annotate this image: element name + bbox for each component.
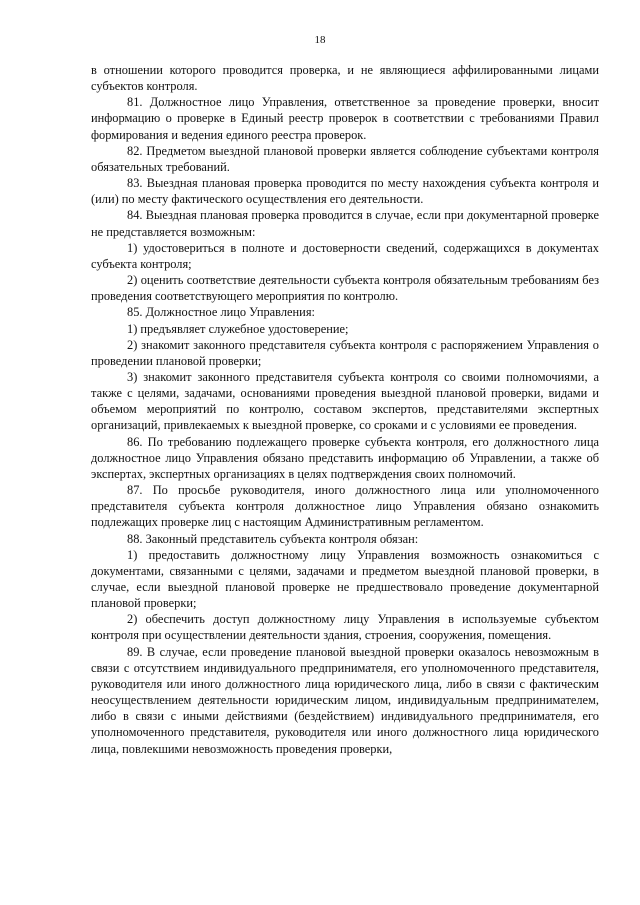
- paragraph-continuation: в отношении которого проводится проверка, и не являющиеся аффилированными лицами субъектов контроля.: [91, 63, 599, 94]
- paragraph-85-item-2: 2) знакомит законного представителя субъекта контроля с распоряжением Управления о проведении плановой проверки;: [91, 337, 599, 368]
- paragraph-84: 84. Выездная плановая проверка проводится в случае, если при документарной проверке не представляется возможным:: [91, 208, 599, 239]
- paragraph-86: 86. По требованию подлежащего проверке субъекта контроля, его должностного лица должностное лицо Управления обязано представить информацию об Управлении, а также об экспертах, экспертных организациях в целях подтверждения своих полномочий.: [91, 434, 599, 481]
- paragraph-84-item-1: 1) удостовериться в полноте и достоверности сведений, содержащихся в документах субъекта контроля;: [91, 240, 599, 271]
- paragraph-84-item-2: 2) оценить соответствие деятельности субъекта контроля обязательным требованиям без проведения соответствующего мероприятия по контролю.: [91, 273, 599, 304]
- paragraph-89: 89. В случае, если проведение плановой выездной проверки оказалось невозможным в связи с отсутствием индивидуального предпринимателя, его уполномоченного представителя, руководителя или иного должностного лица юридического лица, либо в связи с фактическим неосуществлением деятельности юридическим лицом, индивидуальным предпринимателем, либо в связи с иными действиями (бездействием) индивидуального предпринимателя, его уполномоченного представителя, руководителя или иного должностного лица юридического лица, повлекшими невозможность проведения проверки,: [91, 644, 599, 756]
- paragraph-88-item-1: 1) предоставить должностному лицу Управления возможность ознакомиться с документами, связанными с целями, задачами и предметом выездной плановой проверки, в случае, если выездной плановой проверке не предшествовало проведение документарной плановой проверки;: [91, 547, 599, 611]
- paragraph-83: 83. Выездная плановая проверка проводится по месту нахождения субъекта контроля и (или) по месту фактического осуществления его деятельности.: [91, 176, 599, 207]
- paragraph-88-item-2: 2) обеспечить доступ должностному лицу Управления в используемые субъектом контроля при осуществлении деятельности здания, строения, сооружения, помещения.: [91, 612, 599, 643]
- paragraph-88: 88. Законный представитель субъекта контроля обязан:: [127, 531, 419, 546]
- paragraph-85-item-3: 3) знакомит законного представителя субъекта контроля со своими полномочиями, а также с целями, задачами, основаниями проведения выездной плановой проверки, видами и объемом мероприятий по контролю, составом экспертов, представителями экспертных организаций, привлекаемых к выездной проверке, со сроками и с условиями ее проведения.: [91, 369, 599, 433]
- paragraph-87: 87. По просьбе руководителя, иного должностного лица или уполномоченного представителя субъекта контроля должностное лицо Управления обязано ознакомить подлежащих проверке лиц с настоящим Административным регламентом.: [91, 483, 599, 530]
- page-number: 18: [314, 34, 326, 46]
- paragraph-85-item-1: 1) предъявляет служебное удостоверение;: [127, 321, 349, 336]
- paragraph-85: 85. Должностное лицо Управления:: [127, 305, 315, 320]
- paragraph-82: 82. Предметом выездной плановой проверки является соблюдение субъектами контроля обязательных требований.: [91, 143, 599, 174]
- paragraph-81: 81. Должностное лицо Управления, ответственное за проведение проверки, вносит информацию о проверке в Единый реестр проверок в соответствии с требованиями Правил формирования и ведения единого реестра проверок.: [91, 95, 599, 142]
- document-body: [91, 62, 599, 757]
